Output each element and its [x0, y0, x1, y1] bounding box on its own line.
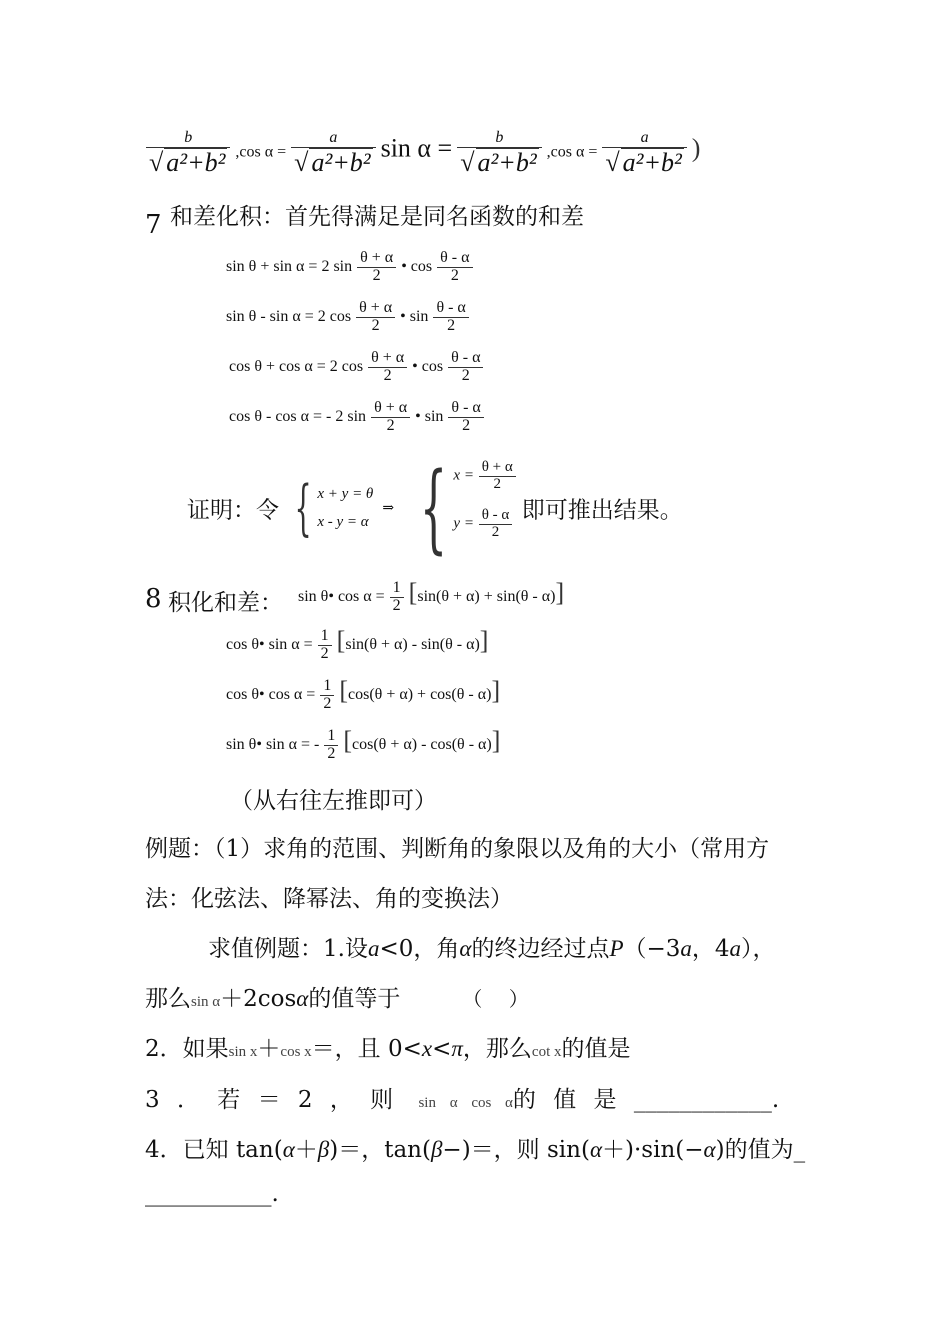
denominator: 2 [447, 316, 456, 334]
denominator: 2 [491, 523, 500, 540]
inline-formula: cot x [531, 1044, 562, 1060]
variable: β [430, 1137, 443, 1162]
question-1-line-1 [208, 930, 776, 963]
formula-lhs: cos θ• cos α = [226, 686, 316, 703]
right-bracket: ] [555, 578, 565, 607]
numerator: θ - α [433, 300, 468, 318]
numerator: a [291, 130, 375, 148]
formula-row [226, 400, 485, 450]
denominator: 2 [461, 366, 470, 384]
fraction [448, 350, 483, 385]
note-right-to-left: （从右往左推即可） [230, 788, 437, 814]
proof-line [187, 452, 683, 564]
question-4 [145, 1131, 805, 1164]
inline-formula: sin α cos α [418, 1095, 513, 1111]
text: )＝，tan( [329, 1137, 431, 1163]
formula-row [226, 300, 485, 350]
denominator: 2 [450, 266, 459, 284]
example-line-1: 例题：（1）求角的范围、判断角的象限以及角的大小（常用方 [145, 836, 770, 862]
formula-lhs: sin θ• sin α = [226, 736, 311, 753]
denominator: 2 [371, 316, 380, 334]
denominator: 2 [383, 366, 392, 384]
fraction [146, 130, 230, 176]
text: < [432, 1036, 452, 1062]
denominator: 2 [392, 596, 401, 614]
formula-mid: • sin [400, 307, 429, 325]
fraction [291, 130, 375, 176]
text: <0，角 [379, 936, 460, 962]
numerator: θ + α [479, 460, 516, 477]
formula-lhs: sin θ• cos α = [298, 588, 385, 605]
left-bracket: [ [343, 726, 353, 755]
right-bracket: ] [479, 626, 489, 655]
numerator: θ + α [368, 350, 407, 368]
formula-lhs: sin θ + sin α = 2 sin [226, 257, 353, 275]
question-4-blank: ___________. [145, 1181, 279, 1207]
fraction [356, 300, 395, 335]
variable: α [282, 1137, 295, 1162]
fraction [479, 460, 516, 493]
sign: - [314, 736, 320, 753]
formula-body: cos(θ + α) - cos(θ - α) [352, 736, 492, 753]
denominator: 2 [462, 416, 471, 434]
inline-formula: cos x [280, 1044, 312, 1060]
formula-lhs: cos θ - cos α = - 2 sin [229, 407, 367, 425]
variable: α [296, 986, 309, 1011]
denominator: 2 [386, 416, 395, 434]
text: −)＝，则 sin( [442, 1137, 590, 1163]
right-bracket: ] [491, 676, 501, 705]
text: 4．已知 tan( [145, 1137, 283, 1163]
variable: a [729, 936, 742, 961]
text: ＋)·sin(− [602, 1137, 704, 1163]
fraction [437, 250, 472, 285]
fraction [457, 130, 541, 176]
denominator: 2 [493, 475, 501, 492]
numerator: θ + α [371, 400, 410, 418]
formula-mid: • cos [412, 357, 444, 375]
variable: π [451, 1036, 463, 1061]
denominator: √ a²+b² [605, 147, 682, 177]
equation: x + y = θ [317, 486, 374, 502]
denominator: 2 [323, 694, 332, 712]
left-bracket: [ [408, 578, 418, 607]
fraction [390, 580, 404, 615]
left-brace: { [294, 473, 312, 543]
text: （−3 [623, 936, 681, 962]
fraction [448, 400, 483, 435]
text: 那么 [145, 986, 191, 1012]
numerator: θ - α [479, 508, 513, 525]
fraction [433, 300, 468, 335]
text: 求值例题：1.设 [208, 936, 368, 962]
numerator: 1 [324, 728, 338, 746]
product-to-sum-row [226, 626, 488, 663]
formula-mid: • cos [401, 257, 433, 275]
inline-formula: sin x [228, 1044, 258, 1060]
equation: x - y = α [317, 514, 369, 530]
formula-mid: • sin [415, 407, 444, 425]
text: )的值为_ [715, 1137, 806, 1163]
formula-lhs: cos θ + cos α = 2 cos [229, 357, 364, 375]
closing-paren: ) [691, 133, 701, 163]
denominator: √ a²+b² [460, 147, 537, 177]
answer-blank: （ ） [462, 987, 529, 1011]
fraction [324, 728, 338, 763]
numerator: b [146, 130, 230, 148]
product-to-sum-row [226, 676, 500, 713]
numerator: a [602, 130, 686, 148]
fraction [371, 400, 410, 435]
sum-to-product-formulas [226, 250, 485, 450]
denominator: 2 [372, 266, 381, 284]
numerator: 1 [320, 678, 334, 696]
variable: x [421, 1036, 433, 1061]
fraction [357, 250, 396, 285]
numerator: θ - α [448, 350, 483, 368]
variable: a [680, 936, 692, 961]
cos-expression: ,cos α = [546, 143, 598, 161]
section-8-heading: 积化和差： [168, 590, 283, 616]
text: 3 ． 若 ＝ 2 ， 则 [145, 1087, 394, 1113]
fraction [602, 130, 686, 176]
section-7-number: 7 [145, 210, 162, 240]
numerator: θ + α [356, 300, 395, 318]
radicand: a²+b² [477, 147, 537, 177]
question-1-line-2 [145, 980, 529, 1013]
fraction [318, 628, 332, 663]
numerator: θ - α [437, 250, 472, 268]
solution-x [453, 460, 516, 508]
denominator: 2 [320, 644, 329, 662]
formula-body: sin(θ + α) - sin(θ - α) [345, 636, 480, 653]
numerator: θ + α [357, 250, 396, 268]
formula-body: cos(θ + α) + cos(θ - α) [348, 686, 492, 703]
formula-row [226, 250, 485, 300]
numerator: 1 [318, 628, 332, 646]
text: 的 值 是 ____________. [512, 1087, 780, 1113]
formula-row [226, 350, 485, 400]
product-to-sum-row [298, 578, 564, 615]
x-lhs: x = [453, 467, 474, 484]
variable: α [589, 1137, 603, 1162]
left-bracket: [ [339, 676, 348, 705]
sin-expression: sin α = [380, 133, 453, 163]
text: ）， [741, 936, 776, 962]
radicand: a²+b² [622, 147, 682, 177]
section-7-heading: 和差化积：首先得满足是同名函数的和差 [170, 204, 584, 230]
cos-expression: ,cos α = [235, 143, 287, 161]
product-to-sum-row [226, 726, 500, 763]
section-8-number: 8 [145, 584, 162, 614]
fraction [479, 508, 513, 541]
variable: α [459, 936, 472, 961]
text: ，那么 [462, 1036, 532, 1062]
text: ＋ [294, 1137, 318, 1163]
question-3 [145, 1081, 779, 1114]
implies-arrow: ⇒ [382, 500, 395, 516]
text: 的终边经过点 [471, 936, 610, 962]
inline-formula: sin α [191, 994, 221, 1010]
text: ，4 [691, 936, 730, 962]
denominator: √ a²+b² [149, 147, 226, 177]
equation-system [317, 480, 373, 536]
numerator: b [457, 130, 541, 148]
left-bracket: [ [336, 626, 346, 655]
text: 的值等于 [308, 986, 401, 1012]
numerator: 1 [390, 580, 404, 598]
fraction [368, 350, 407, 385]
denominator: 2 [327, 744, 336, 762]
proof-tail: 即可推出结果。 [521, 497, 683, 524]
variable: P [609, 936, 624, 961]
text: ＝，且 0< [311, 1036, 422, 1062]
proof-label: 证明：令 [187, 497, 279, 524]
formula-lhs: cos θ• sin α = [226, 636, 313, 653]
variable: β [317, 1137, 330, 1162]
text: 2．如果 [145, 1036, 229, 1062]
y-lhs: y = [453, 515, 474, 532]
left-brace: { [420, 452, 448, 564]
text: 的值是 [561, 1036, 631, 1062]
solution-y [453, 508, 516, 556]
radicand: a²+b² [311, 147, 371, 177]
example-line-2: 法：化弦法、降幂法、角的变换法） [145, 886, 513, 912]
solution-system [453, 460, 516, 556]
formula-body: sin(θ + α) + sin(θ - α) [417, 588, 556, 605]
text: ＋ [257, 1036, 281, 1062]
fraction [320, 678, 334, 713]
numerator: θ - α [448, 400, 483, 418]
question-2 [145, 1030, 630, 1063]
variable: a [367, 936, 380, 961]
right-bracket: ] [491, 726, 501, 755]
top-formula-line [145, 130, 700, 176]
variable: α [703, 1137, 716, 1162]
radicand: a²+b² [166, 147, 226, 177]
denominator: √ a²+b² [294, 147, 371, 177]
text: ＋2cos [220, 986, 297, 1012]
formula-lhs: sin θ - sin α = 2 cos [226, 307, 352, 325]
